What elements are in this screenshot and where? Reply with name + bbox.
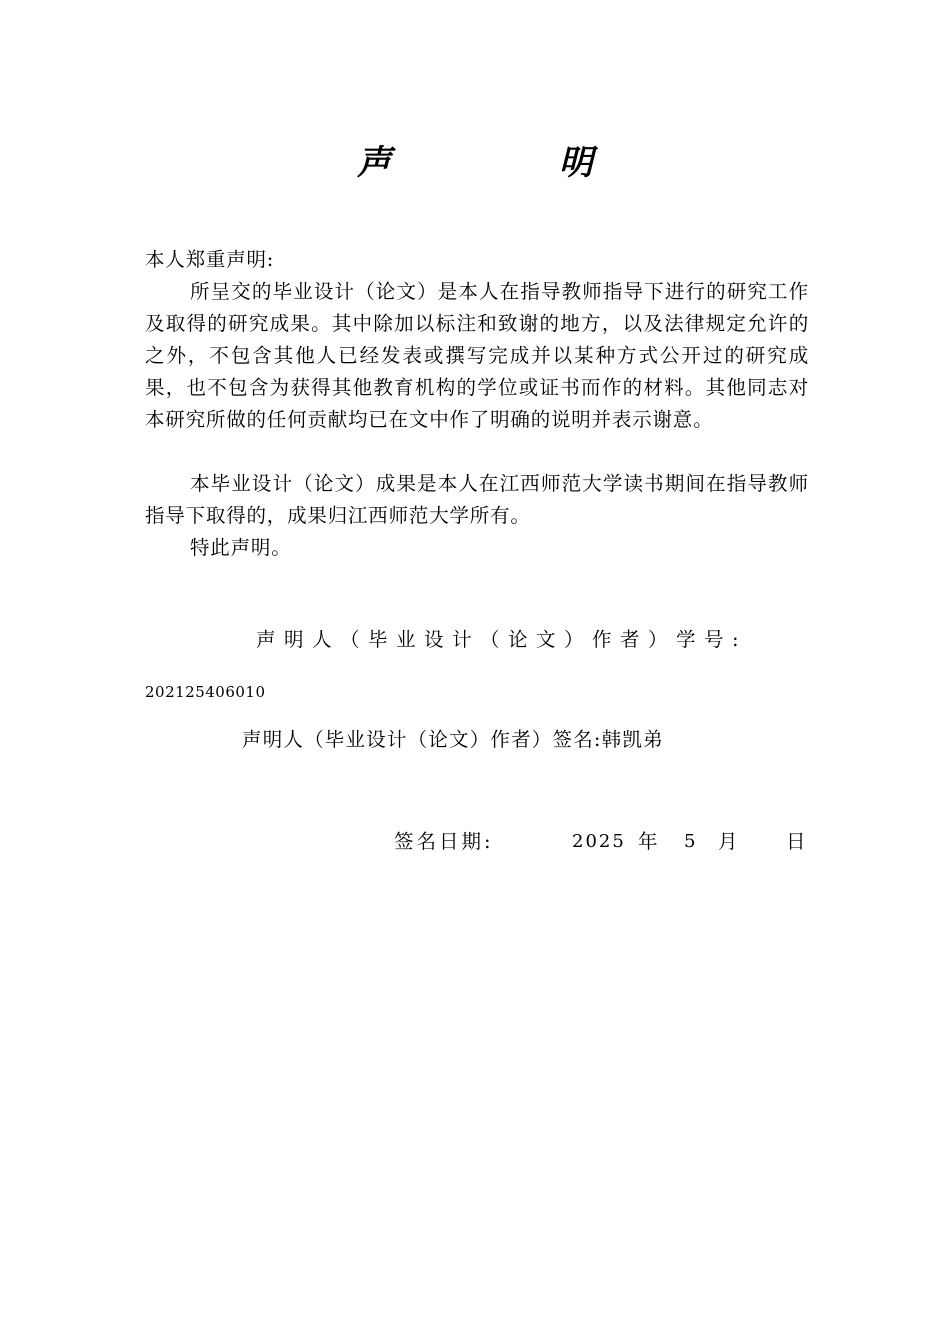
- date-year-unit: 年: [638, 830, 658, 853]
- declarant-student-id-label: 声明人（毕业设计（论文）作者）学号:: [256, 628, 748, 651]
- declaration-paragraph-3: 特此声明。: [190, 536, 292, 559]
- date-month: 5: [684, 831, 696, 852]
- signature-line: [242, 724, 664, 756]
- date-year: 2025: [572, 831, 626, 852]
- page-title: 声 明: [357, 143, 671, 183]
- student-id-value: 202125406010: [145, 683, 266, 701]
- date-label: 签名日期:: [394, 830, 494, 853]
- date-month-unit: 月: [718, 830, 738, 853]
- date-day-unit: 日: [786, 830, 806, 853]
- intro-line: 本人郑重声明:: [145, 248, 275, 271]
- signature-name: 韩凯弟: [601, 728, 664, 751]
- declaration-paragraph-2: 本毕业设计（论文）成果是本人在江西师范大学读书期间在指导教师指导下取得的，成果归江西师范大学所有。: [145, 472, 809, 527]
- signature-label: 声明人（毕业设计（论文）作者）签名:: [242, 728, 602, 751]
- declaration-paragraph-1: 所呈交的毕业设计（论文）是本人在指导教师指导下进行的研究工作及取得的研究成果。其中除加以标注和致谢的地方，以及法律规定允许的之外，不包含其他人已经发表或撰写完成并以某种方式公开过的研究成果，也不包含为获得其他教育机构的学位或证书而作的材料。其他同志对本研究所做的任何贡献均已在文中作了明确的说明并表示谢意。: [145, 280, 809, 431]
